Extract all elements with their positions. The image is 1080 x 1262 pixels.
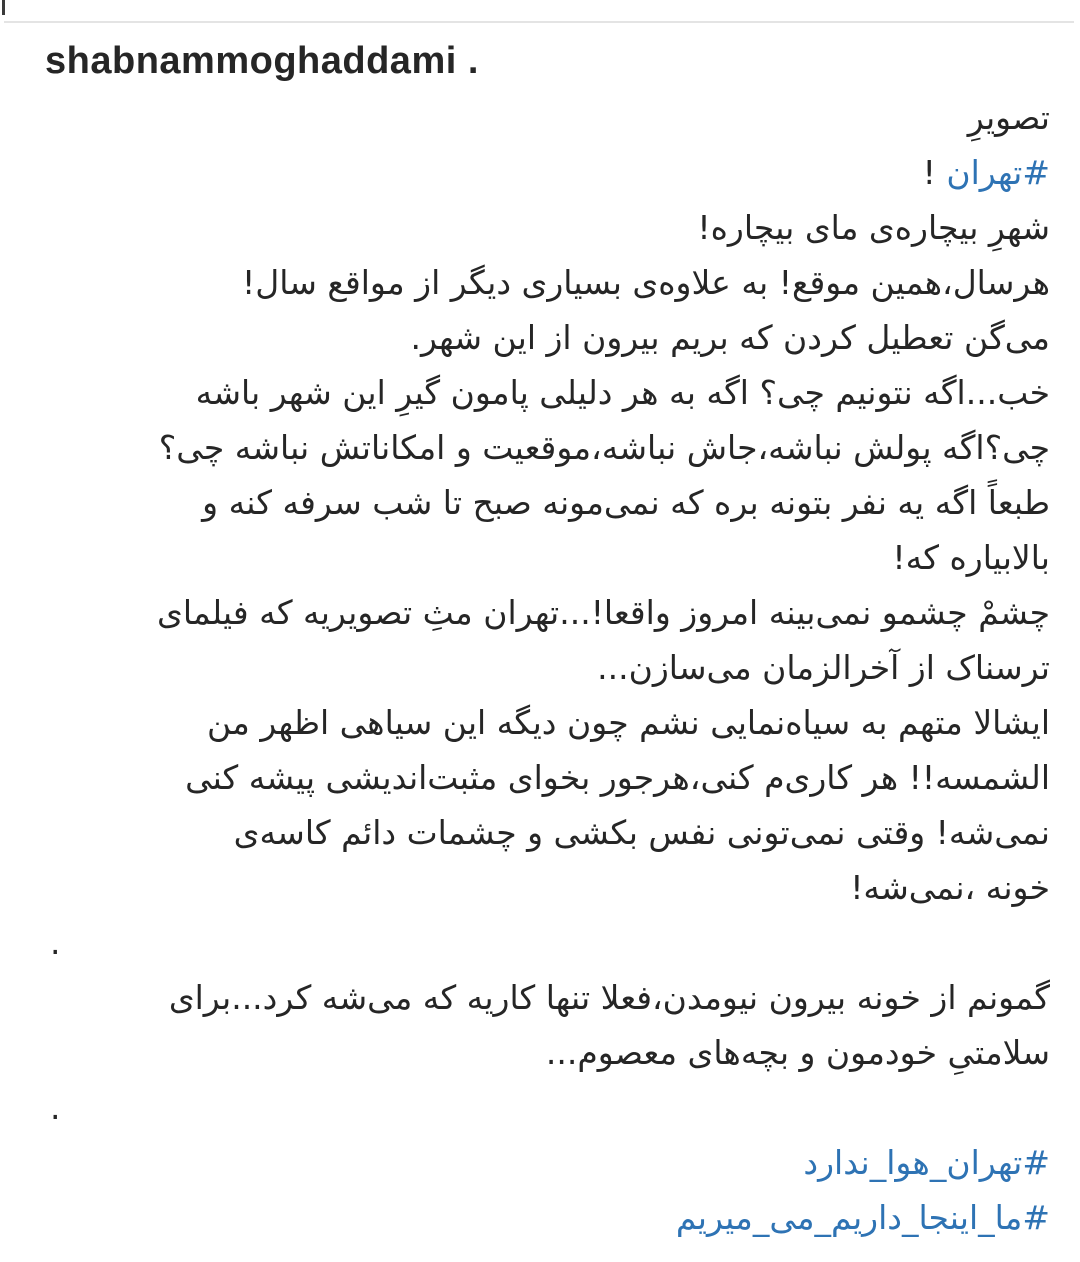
bottom-hashtag-ma-inja-darim-mimirim[interactable]: #ما_اینجا_داریم_می_میریم	[675, 1198, 1050, 1237]
caption-line: نمی‌شه! وقتی نمی‌تونی نفس بکشی و چشمات دائم کاسه‌ی	[233, 813, 1050, 852]
post-caption	[30, 90, 1050, 1245]
caption-line: خب...اگه نتونیم چی؟ اگه به هر دلیلی پامون گیرِ این شهر باشه	[195, 373, 1050, 412]
caption-line: گمونم از خونه بیرون نیومدن،فعلا تنها کاریه که می‌شه کرد...برای	[168, 978, 1050, 1017]
caption-line: ترسناک از آخرالزمان می‌سازن...	[597, 648, 1050, 687]
screen-edge-tick	[2, 0, 5, 15]
caption-line: سلامتیِ خودمون و بچه‌های معصوم...	[545, 1033, 1050, 1072]
caption-separator-dot: .	[50, 1088, 61, 1127]
caption-line: می‌گن تعطیل کردن که بریم بیرون از این شهر.	[410, 318, 1050, 357]
username-suffix-dot: .	[456, 40, 479, 82]
caption-line: ایشالا متهم به سیاه‌نمایی نشم چون دیگه این سیاهی اظهر من	[207, 703, 1050, 742]
caption-line: الشمسه!! هر کاری‌م کنی،هرجور بخوای مثبت‌اندیشی پیشه کنی	[185, 758, 1050, 797]
caption-line: بالابیاره که!	[892, 538, 1050, 577]
caption-line-intro: تصویرِ	[967, 98, 1050, 137]
post-header	[45, 40, 479, 83]
caption-line: چی؟اگه پولش نباشه،جاش نباشه،موقعیت و امکاناتش نباشه چی؟	[158, 428, 1050, 467]
tehran-hashtag-link[interactable]: #تهران	[946, 153, 1050, 192]
username-link[interactable]: shabnammoghaddami	[45, 40, 457, 82]
caption-line: طبعاً اگه یه نفر بتونه بره که نمی‌مونه صبح تا شب سرفه کنه و	[202, 483, 1050, 522]
caption-line: هرسال،همین موقع! به علاوه‌ی بسیاری دیگر از مواقع سال!	[242, 263, 1050, 302]
header-divider	[4, 21, 1074, 23]
caption-line: شهرِ بیچاره‌ی مای بیچاره!	[697, 208, 1050, 247]
caption-separator-dot: .	[50, 923, 61, 962]
caption-line: چشمْ چشمو نمی‌بینه امروز واقعا!...تهران مثِ تصویریه که فیلمای	[157, 593, 1050, 632]
caption-line: خونه ،نمی‌شه!	[850, 868, 1050, 907]
caption-line-tehran-hashtag	[30, 145, 1050, 200]
bottom-hashtag-tehran-hava-nadarad[interactable]: #تهران_هوا_ندارد	[803, 1143, 1050, 1182]
tehran-hashtag-suffix: !	[922, 153, 947, 192]
